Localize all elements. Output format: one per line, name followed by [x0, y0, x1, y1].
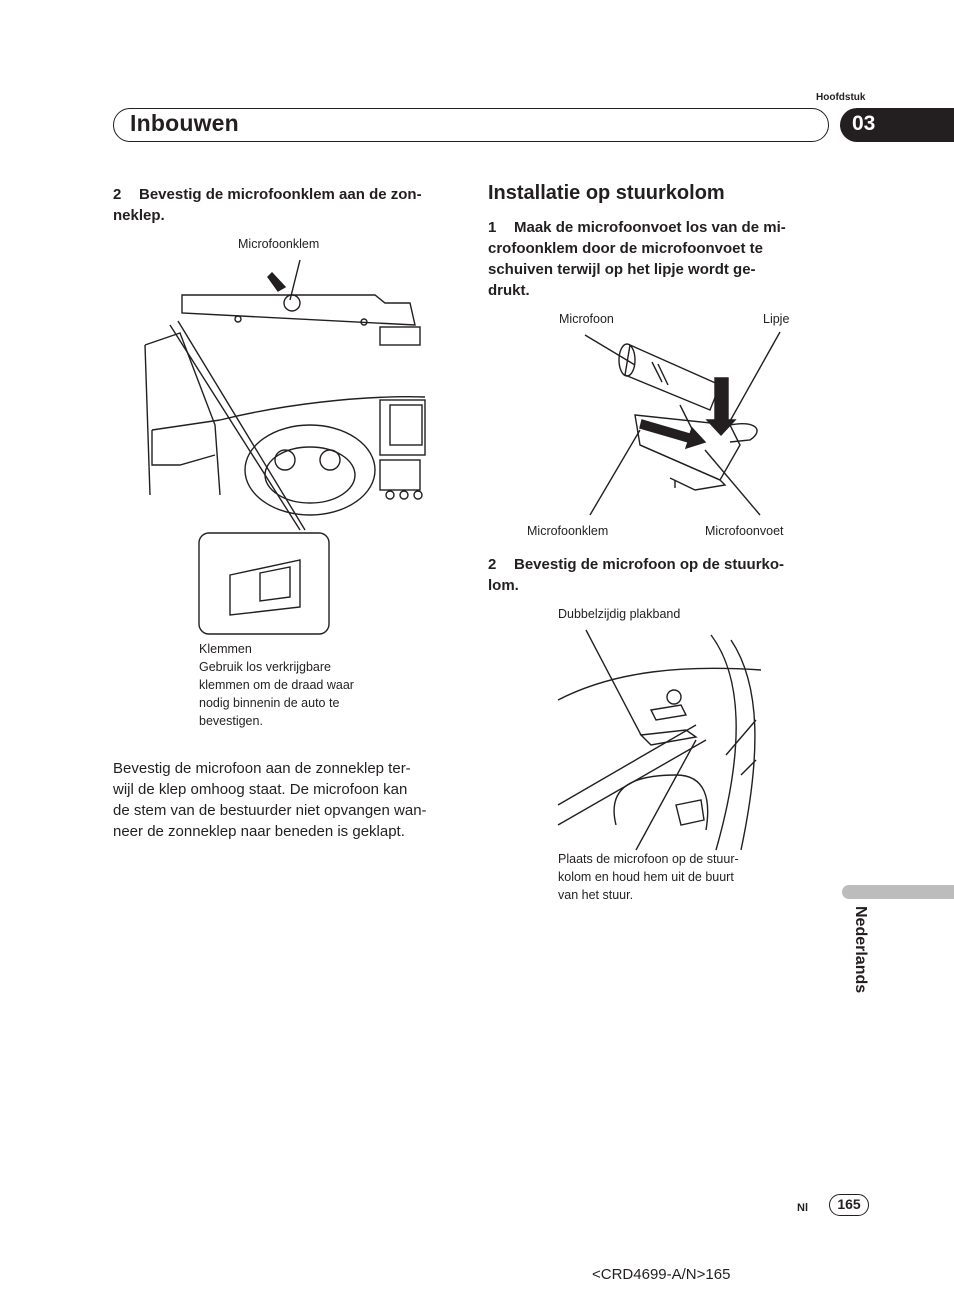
body-line-4: neer de zonneklep naar beneden is geklapt. [113, 823, 405, 840]
step-text-line-1: Bevestig de microfoonklem aan de zon- [139, 186, 422, 203]
right-step-1 [488, 217, 828, 301]
label-microfoonvoet: Microfoonvoet [705, 524, 784, 538]
chapter-word: Hoofdstuk [816, 92, 866, 103]
caption-steering-column [558, 850, 778, 904]
caption-klemmen [199, 640, 389, 730]
caption-line-1: Plaats de microfoon op de stuur- [558, 852, 739, 866]
chapter-number: 03 [852, 112, 876, 135]
caption-line-4: nodig binnenin de auto te [199, 696, 340, 710]
left-step-2 [113, 184, 463, 226]
caption-line-1: Klemmen [199, 642, 252, 656]
chapter-title: Inbouwen [130, 110, 239, 136]
chapter-title-bar [113, 108, 829, 142]
caption-line-2: kolom en houd hem uit de buurt [558, 870, 734, 884]
label-dubbelzijdig-plakband: Dubbelzijdig plakband [558, 607, 681, 621]
step-text-line-2: crofoonklem door de microfoonvoet te [488, 240, 764, 257]
page-language-code: Nl [797, 1202, 808, 1214]
page-number: 165 [829, 1194, 869, 1216]
right-step-2 [488, 554, 828, 596]
language-tab [842, 885, 954, 899]
step-number: 1 [488, 219, 497, 236]
body-line-3: de stem van de bestuurder niet opvangen wan- [113, 802, 427, 819]
label-microfoonklem-top: Microfoonklem [238, 237, 320, 251]
caption-line-3: van het stuur. [558, 888, 634, 902]
label-microfoonklem: Microfoonklem [527, 524, 609, 538]
microphone-clip-illustration [580, 330, 780, 520]
caption-line-2: Gebruik los verkrijgbare [199, 660, 331, 674]
caption-line-3: klemmen om de draad waar [199, 678, 354, 692]
step-text-line-3: schuiven terwijl op het lipje wordt ge- [488, 261, 756, 278]
left-body-paragraph [113, 758, 463, 842]
document-code: <CRD4699-A/N>165 [592, 1266, 731, 1283]
step-number: 2 [488, 556, 497, 573]
label-lipje: Lipje [763, 312, 790, 326]
body-line-1: Bevestig de microfoon aan de zonneklep ter- [113, 760, 411, 777]
step-text-line-2: neklep. [113, 207, 165, 224]
chapter-number-tab [840, 108, 954, 142]
sun-visor-illustration [140, 255, 430, 645]
step-text-line-4: drukt. [488, 282, 530, 299]
body-line-2: wijl de klep omhoog staat. De microfoon kan [113, 781, 408, 798]
step-text-line-1: Maak de microfoonvoet los van de mi- [514, 219, 786, 236]
step-number: 2 [113, 186, 122, 203]
step-text-line-1: Bevestig de microfoon op de stuurko- [514, 556, 785, 573]
section-heading: Installatie op stuurkolom [488, 182, 725, 204]
label-microfoon: Microfoon [559, 312, 614, 326]
language-label: Nederlands [852, 906, 869, 994]
caption-line-5: bevestigen. [199, 714, 263, 728]
step-text-line-2: lom. [488, 577, 519, 594]
steering-column-illustration [556, 625, 766, 850]
